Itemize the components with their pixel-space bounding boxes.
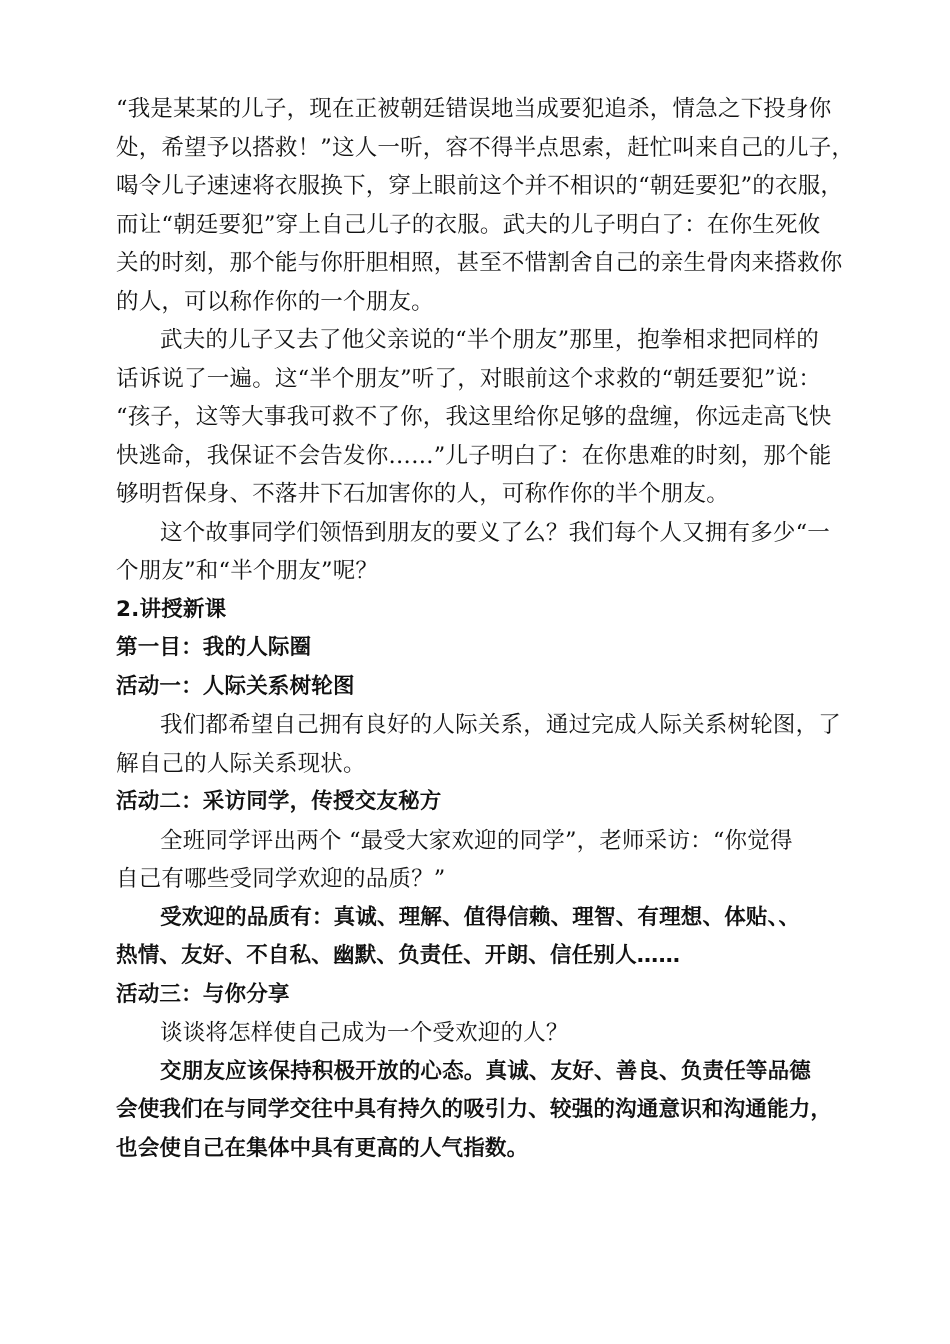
text-line: 的人，可以称作你的一个朋友。: [116, 288, 434, 315]
text-line: 个朋友”和“半个朋友”呢？: [116, 558, 379, 584]
text-line: 受欢迎的品质有：真诚、理解、值得信赖、理智、有理想、体贴、、: [160, 904, 801, 930]
text-line: 话诉说了一遍。这“半个朋友”听了，对眼前这个求救的“朝廷要犯”说：: [116, 365, 822, 392]
activity-1-body: [116, 706, 840, 783]
text-line: 交朋友应该保持积极开放的心态。真诚、友好、善良、负责任等品德: [160, 1058, 812, 1084]
text-line: 全班同学评出两个 “最受大家欢迎的同学”，老师采访：“你觉得: [160, 827, 793, 854]
story-paragraph-2: [116, 321, 840, 514]
sub-heading: 第一目：我的人际圈: [116, 635, 312, 660]
text-line: 武夫的儿子又去了他父亲说的“半个朋友”那里，抱拳相求把同样的: [160, 327, 820, 353]
text-line: 也会使自己在集体中具有更高的人气指数。: [116, 1135, 529, 1161]
activity-3-title: 活动三：与你分享: [116, 981, 290, 1007]
text-line: 快逃命，我保证不会告发你……”儿子明白了：在你患难的时刻，那个能: [116, 442, 832, 469]
activity-2-title: 活动二：采访同学，传授交友秘方: [116, 789, 442, 814]
text-line: 我们都希望自己拥有良好的人际关系，通过完成人际关系树轮图，了: [160, 712, 842, 738]
activity-3-answer: [116, 1053, 840, 1169]
text-line: “我是某某的儿子，现在正被朝廷错误地当成要犯追杀，情急之下投身你: [116, 96, 832, 122]
section-heading: 2.讲授新课: [116, 596, 227, 622]
text-line: 这个故事同学们领悟到朋友的要义了么？我们每个人又拥有多少“一: [160, 519, 831, 546]
activity-1-title: 活动一：人际关系树轮图: [116, 673, 355, 699]
text-line: 喝令儿子速速将衣服换下，穿上眼前这个并不相识的“朝廷要犯”的衣服，: [116, 173, 844, 199]
text-line: 而让“朝廷要犯”穿上自己儿子的衣服。武夫的儿子明白了：在你生死攸: [116, 211, 821, 238]
text-line: 会使我们在与同学交往中具有持久的吸引力、较强的沟通意识和沟通能力，: [116, 1097, 833, 1122]
activity-3-question: 谈谈将怎样使自己成为一个受欢迎的人？: [160, 1020, 569, 1046]
text-line: 自己有哪些受同学欢迎的品质？”: [116, 866, 446, 892]
text-line: 处，希望予以搭救！”这人一听，容不得半点思索，赶忙叫来自己的儿子，: [116, 134, 855, 161]
activity-2-body: [116, 822, 840, 899]
text-line: 热情、友好、不自私、幽默、负责任、开朗、信任别人……: [116, 943, 681, 968]
story-paragraph-1: [116, 90, 855, 321]
text-line: 解自己的人际关系现状。: [116, 750, 366, 777]
text-line: “孩子，这等大事我可救不了你，我这里给你足够的盘缠，你远走高飞快: [116, 404, 832, 430]
activity-2-answer: [116, 899, 840, 976]
text-line: 关的时刻，那个能与你肝胆相照，甚至不惜割舍自己的亲生骨肉来搭救你: [116, 250, 843, 276]
story-paragraph-3: [116, 514, 840, 591]
text-line: 够明哲保身、不落井下石加害你的人，可称作你的半个朋友。: [116, 481, 729, 507]
